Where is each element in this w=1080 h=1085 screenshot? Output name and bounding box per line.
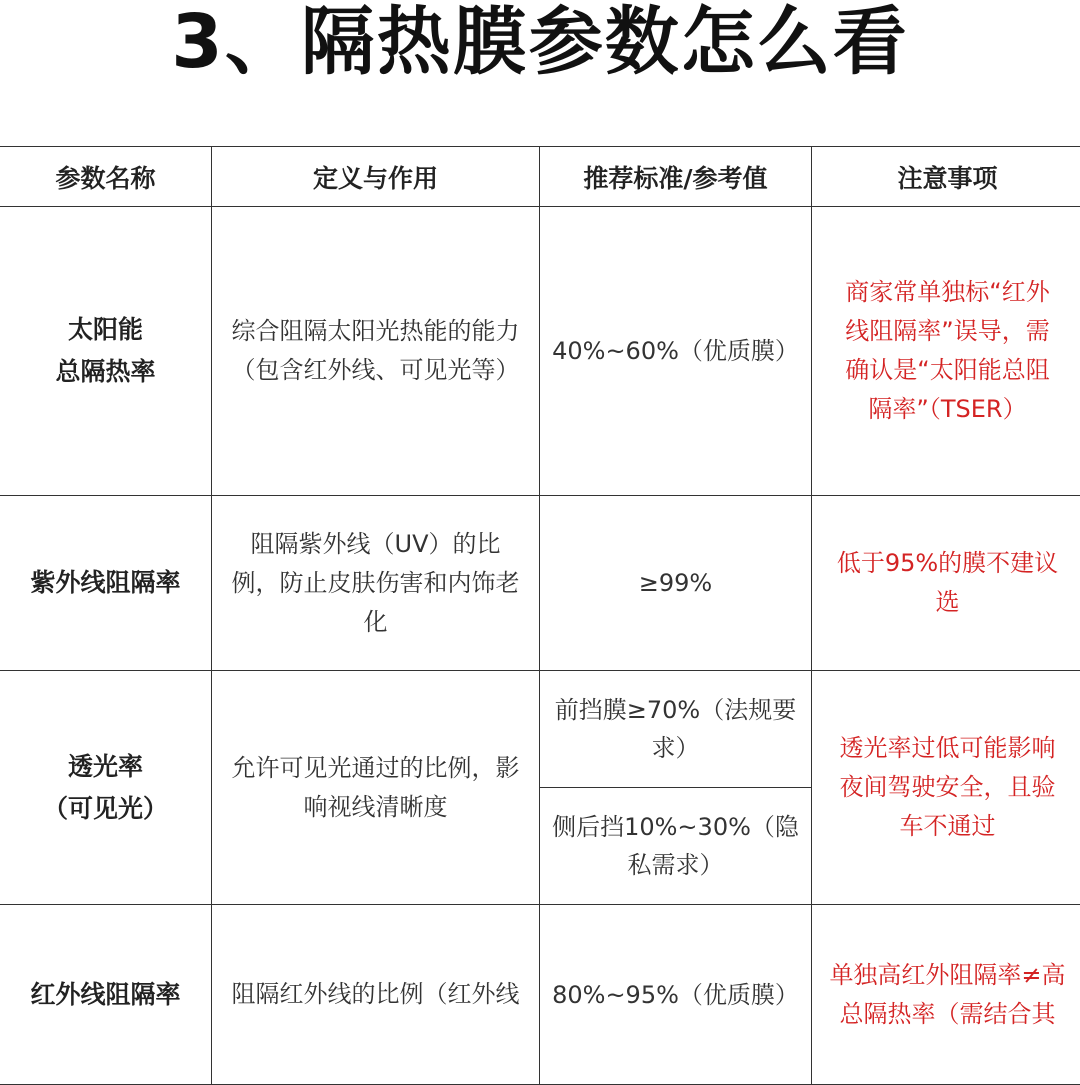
table-row bbox=[0, 496, 1080, 671]
param-note: 透光率过低可能影响 夜间驾驶安全，且验 车不通过 bbox=[812, 671, 1080, 905]
header-param-name: 参数名称 bbox=[0, 147, 212, 207]
header-definition: 定义与作用 bbox=[212, 147, 540, 207]
table-row bbox=[0, 905, 1080, 1085]
param-name: 红外线阻隔率 bbox=[0, 905, 212, 1085]
param-standard-front: 前挡膜≥70%（法规要 求） bbox=[540, 671, 812, 788]
param-note: 单独高红外阻隔率≠高 总隔热率（需结合其 bbox=[812, 905, 1080, 1085]
table-row bbox=[0, 207, 1080, 496]
table-header-row bbox=[0, 147, 1080, 207]
table-row bbox=[0, 671, 1080, 788]
param-note: 商家常单独标“红外 线阻隔率”误导，需 确认是“太阳能总阻 隔率”（TSER） bbox=[812, 207, 1080, 496]
header-notes: 注意事项 bbox=[812, 147, 1080, 207]
param-name: 紫外线阻隔率 bbox=[0, 496, 212, 671]
param-definition: 阻隔紫外线（UV）的比 例，防止皮肤伤害和内饰老 化 bbox=[212, 496, 540, 671]
param-standard-side: 侧后挡10%~30%（隐 私需求） bbox=[540, 788, 812, 905]
param-standard: 80%~95%（优质膜） bbox=[540, 905, 812, 1085]
header-standard: 推荐标准/参考值 bbox=[540, 147, 812, 207]
param-definition: 允许可见光通过的比例，影 响视线清晰度 bbox=[212, 671, 540, 905]
param-name: 太阳能 总隔热率 bbox=[0, 207, 212, 496]
param-standard: 40%~60%（优质膜） bbox=[540, 207, 812, 496]
param-definition: 综合阻隔太阳光热能的能力 （包含红外线、可见光等） bbox=[212, 207, 540, 496]
param-name: 透光率 （可见光） bbox=[0, 671, 212, 905]
param-standard: ≥99% bbox=[540, 496, 812, 671]
parameters-table bbox=[0, 146, 1080, 1085]
param-definition: 阻隔红外线的比例（红外线 bbox=[212, 905, 540, 1085]
page-title: 3、隔热膜参数怎么看 bbox=[0, 0, 1080, 90]
param-note: 低于95%的膜不建议 选 bbox=[812, 496, 1080, 671]
